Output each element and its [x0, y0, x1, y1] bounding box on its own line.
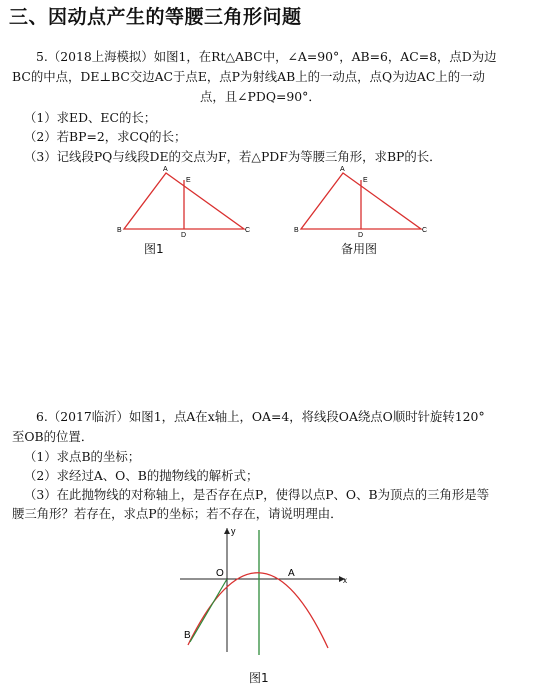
parabola-figure-caption: 图1 [249, 671, 269, 685]
label-b: B [294, 227, 299, 234]
label-a: A [163, 166, 168, 173]
backup-figure-triangle [287, 163, 437, 241]
problem5-line2: BC的中点，DE⊥BC交边AC于点E，点P为射线AB上的一动点，点Q为边AC上的一动 [12, 69, 485, 84]
problem6-question2: （2）求经过A、O、B的抛物线的解析式； [24, 468, 259, 483]
label-a: A [340, 166, 345, 173]
segment-ob [190, 579, 227, 642]
label-b: B [117, 227, 122, 234]
label-o: O [216, 568, 224, 579]
label-y: y [231, 526, 236, 536]
label-e: E [363, 177, 368, 184]
problem6-line2: 至OB的位置． [12, 429, 94, 444]
label-x: x [343, 576, 347, 585]
backup-figure-caption: 备用图 [341, 242, 378, 256]
parabola-figure [170, 520, 360, 660]
problem6-question3-cont: 腰三角形？若存在，求点P的坐标；若不存在，请说明理由． [12, 506, 343, 521]
y-axis-arrow [224, 528, 230, 534]
label-d: D [181, 232, 187, 239]
label-b: B [184, 630, 191, 641]
figure1-triangle [110, 163, 260, 241]
section-heading: 三、因动点产生的等腰三角形问题 [9, 6, 302, 28]
problem5-question1: （1）求ED、EC的长； [24, 110, 157, 125]
label-a: A [288, 568, 295, 579]
problem6-line1: 6.（2017临沂）如图1，点A在x轴上，OA=4，将线段OA绕点O顺时针旋转120° [36, 409, 485, 424]
label-c: C [245, 227, 251, 234]
problem6-question3: （3）在此抛物线的对称轴上，是否存在点P，使得以点P、O、B为顶点的三角形是等 [24, 487, 490, 502]
label-e: E [186, 177, 191, 184]
problem6-question1: （1）求点B的坐标； [24, 449, 141, 464]
figure1-caption: 图1 [144, 242, 164, 256]
problem5-question3: （3）记线段PQ与线段DE的交点为F，若△PDF为等腰三角形，求BP的长． [24, 149, 442, 164]
label-c: C [422, 227, 428, 234]
problem5-line1: 5.（2018上海模拟）如图1，在Rt△ABC中，∠A=90°，AB=6，AC=8，点D为边 [36, 49, 497, 64]
problem5-line3: 点，且∠PDQ=90°． [200, 89, 321, 104]
problem5-question2: （2）若BP=2，求CQ的长； [24, 129, 187, 144]
label-d: D [358, 232, 364, 239]
